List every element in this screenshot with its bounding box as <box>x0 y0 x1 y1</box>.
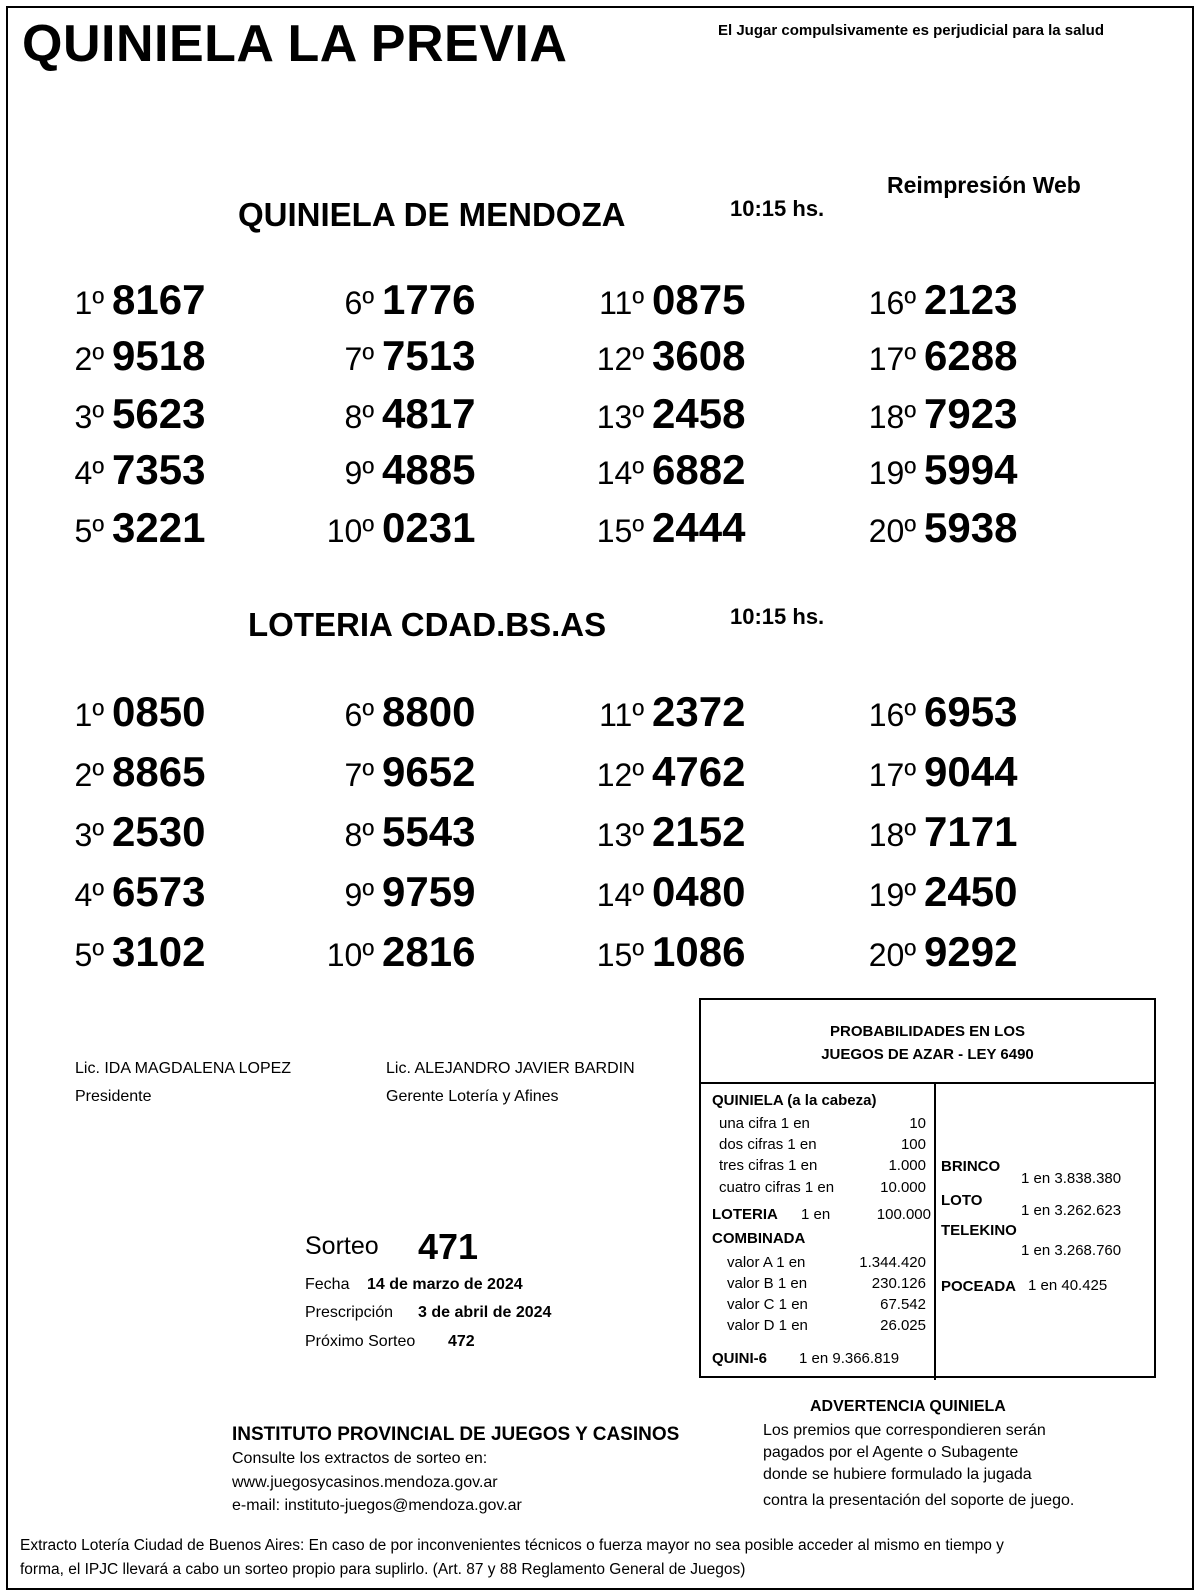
result-entry <box>230 688 480 736</box>
loto-label: LOTO <box>941 1192 983 1209</box>
result-number: 0850 <box>112 688 206 735</box>
result-entry <box>0 688 210 736</box>
result-number: 3221 <box>112 504 206 551</box>
result-position: 4º <box>74 455 104 491</box>
result-entry <box>230 868 480 916</box>
page-title: QUINIELA LA PREVIA <box>22 15 568 73</box>
result-number: 6288 <box>924 332 1018 379</box>
footer-note-line1: Extracto Lotería Ciudad de Buenos Aires: En caso de por inconvenientes técnicos o fuerza mayor no sea posible acceder al mismo en tiempo y <box>20 1537 1004 1554</box>
result-number: 4885 <box>382 446 476 493</box>
result-entry <box>772 390 1022 438</box>
result-entry <box>230 928 480 976</box>
result-number: 2152 <box>652 808 746 855</box>
result-position: 17º <box>868 757 916 793</box>
result-number: 2816 <box>382 928 476 975</box>
result-number: 9292 <box>924 928 1018 975</box>
signature-name-president: Lic. IDA MAGDALENA LOPEZ <box>75 1060 292 1077</box>
result-number: 5938 <box>924 504 1018 551</box>
result-entry <box>0 276 210 324</box>
probabilities-title <box>701 1000 1154 1066</box>
result-position: 15º <box>596 937 644 973</box>
result-position: 19º <box>868 877 916 913</box>
section-title-loteria: LOTERIA CDAD.BS.AS <box>248 606 607 643</box>
quini6-value: 1 en 9.366.819 <box>799 1350 900 1367</box>
quiniela-row-value: 10.000 <box>880 1179 926 1196</box>
result-position: 12º <box>596 757 644 793</box>
result-number: 2444 <box>652 504 746 551</box>
signature-name-manager: Lic. ALEJANDRO JAVIER BARDIN <box>386 1060 635 1077</box>
result-number: 7171 <box>924 808 1018 855</box>
quiniela-row-label: cuatro cifras 1 en <box>719 1179 835 1196</box>
result-number: 6573 <box>112 868 206 915</box>
signature-role-president: Presidente <box>75 1088 152 1105</box>
result-position: 18º <box>868 399 916 435</box>
result-entry <box>230 276 480 324</box>
result-number: 9652 <box>382 748 476 795</box>
result-position: 11º <box>599 697 644 733</box>
result-position: 2º <box>74 341 104 377</box>
result-position: 10º <box>326 937 374 973</box>
telekino-value: 1 en 3.268.760 <box>1021 1242 1122 1259</box>
instituto-website-link[interactable]: www.juegosycasinos.mendoza.gov.ar <box>232 1474 498 1491</box>
result-position: 9º <box>344 455 374 491</box>
result-position: 3º <box>74 817 104 853</box>
loteria-en: 1 en <box>801 1206 831 1223</box>
result-entry <box>772 928 1022 976</box>
advertencia-line: Los premios que correspondieren serán <box>763 1422 1046 1439</box>
probabilities-divider <box>934 1084 936 1380</box>
result-position: 1º <box>74 697 104 733</box>
result-entry <box>500 504 750 552</box>
result-entry <box>500 688 750 736</box>
result-position: 2º <box>74 757 104 793</box>
result-entry <box>772 504 1022 552</box>
sorteo-number: 471 <box>418 1226 479 1267</box>
result-entry <box>500 446 750 494</box>
result-entry <box>500 748 750 796</box>
result-number: 0875 <box>652 276 746 323</box>
result-position: 5º <box>74 513 104 549</box>
result-position: 14º <box>596 877 644 913</box>
result-position: 9º <box>344 877 374 913</box>
result-entry <box>0 748 210 796</box>
result-number: 7353 <box>112 446 206 493</box>
result-number: 0480 <box>652 868 746 915</box>
prescripcion-value: 3 de abril de 2024 <box>418 1304 552 1321</box>
result-number: 9759 <box>382 868 476 915</box>
result-number: 2530 <box>112 808 206 855</box>
result-entry <box>772 332 1022 380</box>
result-entry <box>772 808 1022 856</box>
result-number: 9518 <box>112 332 206 379</box>
result-number: 4817 <box>382 390 476 437</box>
quiniela-row-value: 10 <box>909 1115 926 1132</box>
result-position: 3º <box>74 399 104 435</box>
result-position: 18º <box>868 817 916 853</box>
combinada-row-value: 230.126 <box>871 1275 926 1292</box>
result-number: 5543 <box>382 808 476 855</box>
result-number: 7513 <box>382 332 476 379</box>
sorteo-label: Sorteo <box>305 1232 379 1260</box>
result-position: 17º <box>868 341 916 377</box>
result-position: 11º <box>599 285 644 321</box>
probabilities-title-line2: JUEGOS DE AZAR - LEY 6490 <box>821 1046 1034 1063</box>
results-grid-loteria <box>60 688 1060 998</box>
result-position: 20º <box>868 513 916 549</box>
result-number: 8800 <box>382 688 476 735</box>
fecha-value: 14 de marzo de 2024 <box>367 1276 523 1293</box>
result-entry <box>0 332 210 380</box>
result-number: 1776 <box>382 276 476 323</box>
proximo-label: Próximo Sorteo <box>305 1333 416 1350</box>
advertencia-title: ADVERTENCIA QUINIELA <box>810 1398 1006 1415</box>
poceada-label: POCEADA <box>941 1278 1017 1295</box>
results-grid-mendoza <box>60 276 1060 556</box>
result-position: 14º <box>596 455 644 491</box>
instituto-line: Consulte los extractos de sorteo en: <box>232 1450 488 1467</box>
result-position: 6º <box>344 285 374 321</box>
footer-note-line2: forma, el IPJC llevará a cabo un sorteo propio para suplirlo. (Art. 87 y 88 Reglamento General de Juegos) <box>20 1561 746 1578</box>
prescripcion-label: Prescripción <box>305 1304 394 1321</box>
result-number: 3608 <box>652 332 746 379</box>
result-number: 5994 <box>924 446 1018 493</box>
result-entry <box>230 332 480 380</box>
signature-role-manager: Gerente Lotería y Afines <box>386 1088 559 1105</box>
result-position: 7º <box>344 757 374 793</box>
probabilities-table <box>701 1082 1154 1378</box>
advertencia-line: pagados por el Agente o Subagente <box>763 1444 1019 1461</box>
combinada-row-label: valor B 1 en <box>727 1275 808 1292</box>
telekino-label: TELEKINO <box>941 1222 1017 1239</box>
instituto-title: INSTITUTO PROVINCIAL DE JUEGOS Y CASINOS <box>232 1424 680 1445</box>
section-time-mendoza: 10:15 hs. <box>730 196 825 221</box>
quiniela-row-label: una cifra 1 en <box>719 1115 810 1132</box>
result-number: 6882 <box>652 446 746 493</box>
result-number: 8865 <box>112 748 206 795</box>
result-entry <box>772 748 1022 796</box>
loto-value: 1 en 3.262.623 <box>1021 1202 1122 1219</box>
result-position: 19º <box>868 455 916 491</box>
result-position: 8º <box>344 817 374 853</box>
combinada-row-label: valor C 1 en <box>727 1296 808 1313</box>
combinada-row-label: valor D 1 en <box>727 1317 808 1334</box>
poceada-value: 1 en 40.425 <box>1028 1277 1108 1294</box>
result-position: 13º <box>596 399 644 435</box>
result-number: 1086 <box>652 928 746 975</box>
probabilities-title-line1: PROBABILIDADES EN LOS <box>829 1023 1025 1040</box>
combinada-row-value: 26.025 <box>880 1317 926 1334</box>
result-entry <box>0 390 210 438</box>
result-entry <box>500 276 750 324</box>
health-warning: El Jugar compulsivamente es perjudicial para la salud <box>718 22 1104 39</box>
result-entry <box>230 808 480 856</box>
quiniela-title: QUINIELA (a la cabeza) <box>712 1092 877 1109</box>
result-entry <box>500 332 750 380</box>
instituto-email-link[interactable]: e-mail: instituto-juegos@mendoza.gov.ar <box>232 1497 522 1514</box>
brinco-label: BRINCO <box>941 1158 1001 1175</box>
result-entry <box>0 808 210 856</box>
result-position: 20º <box>868 937 916 973</box>
result-position: 10º <box>326 513 374 549</box>
proximo-value: 472 <box>448 1333 475 1350</box>
advertencia-line: contra la presentación del soporte de juego. <box>763 1492 1075 1509</box>
combinada-row-label: valor A 1 en <box>727 1254 806 1271</box>
result-entry <box>0 868 210 916</box>
result-position: 16º <box>868 697 916 733</box>
result-position: 5º <box>74 937 104 973</box>
result-position: 13º <box>596 817 644 853</box>
result-entry <box>772 868 1022 916</box>
probabilities-box <box>699 998 1156 1378</box>
result-entry <box>772 276 1022 324</box>
section-title-mendoza: QUINIELA DE MENDOZA <box>238 196 626 233</box>
result-position: 6º <box>344 697 374 733</box>
result-number: 8167 <box>112 276 206 323</box>
result-entry <box>772 446 1022 494</box>
result-position: 7º <box>344 341 374 377</box>
result-entry <box>0 504 210 552</box>
result-entry <box>500 390 750 438</box>
result-number: 6953 <box>924 688 1018 735</box>
result-number: 7923 <box>924 390 1018 437</box>
result-number: 4762 <box>652 748 746 795</box>
quiniela-row-value: 1.000 <box>888 1157 926 1174</box>
result-entry <box>772 688 1022 736</box>
advertencia-line: donde se hubiere formulado la jugada <box>763 1466 1032 1483</box>
section-time-loteria: 10:15 hs. <box>730 604 825 629</box>
result-position: 4º <box>74 877 104 913</box>
result-number: 2450 <box>924 868 1018 915</box>
quiniela-row-label: tres cifras 1 en <box>719 1157 818 1174</box>
result-entry <box>230 390 480 438</box>
quiniela-row-label: dos cifras 1 en <box>719 1136 817 1153</box>
result-position: 12º <box>596 341 644 377</box>
result-entry <box>500 808 750 856</box>
result-entry <box>230 504 480 552</box>
result-number: 5623 <box>112 390 206 437</box>
result-entry <box>230 446 480 494</box>
result-entry <box>500 868 750 916</box>
fecha-label: Fecha <box>305 1276 350 1293</box>
reprint-label: Reimpresión Web <box>887 172 1081 198</box>
result-entry <box>230 748 480 796</box>
result-number: 2372 <box>652 688 746 735</box>
brinco-value: 1 en 3.838.380 <box>1021 1170 1122 1187</box>
result-entry <box>500 928 750 976</box>
quiniela-row-value: 100 <box>900 1136 926 1153</box>
loteria-label: LOTERIA <box>712 1206 778 1223</box>
result-position: 1º <box>74 285 104 321</box>
combinada-title: COMBINADA <box>712 1230 806 1247</box>
loteria-value: 100.000 <box>876 1206 931 1223</box>
combinada-row-value: 1.344.420 <box>859 1254 926 1271</box>
quini6-label: QUINI-6 <box>712 1350 768 1367</box>
combinada-row-value: 67.542 <box>880 1296 926 1313</box>
result-position: 8º <box>344 399 374 435</box>
result-number: 0231 <box>382 504 476 551</box>
result-number: 3102 <box>112 928 206 975</box>
result-number: 9044 <box>924 748 1018 795</box>
result-position: 16º <box>868 285 916 321</box>
result-number: 2458 <box>652 390 746 437</box>
result-position: 15º <box>596 513 644 549</box>
result-entry <box>0 928 210 976</box>
result-number: 2123 <box>924 276 1018 323</box>
result-entry <box>0 446 210 494</box>
